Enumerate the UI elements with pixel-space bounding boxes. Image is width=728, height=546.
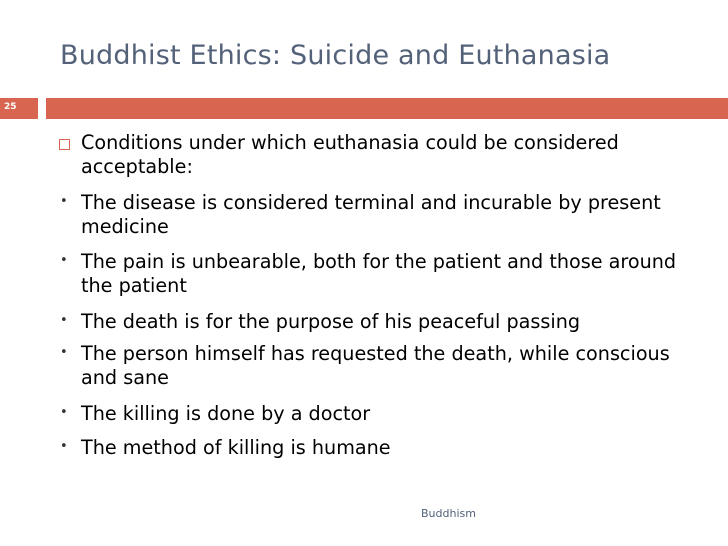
dot-bullet-icon: • (60, 345, 68, 360)
dot-bullet-icon: • (60, 405, 68, 420)
bullet-text: The killing is done by a doctor (81, 402, 371, 425)
dot-bullet-icon: • (60, 194, 68, 209)
bullet-text: Conditions under which euthanasia could be considered acceptable: (81, 131, 619, 178)
bullet-text: The method of killing is humane (81, 436, 391, 459)
square-bullet-icon (59, 139, 70, 150)
bullet-text: The death is for the purpose of his peaceful passing (81, 310, 581, 333)
slide-number: 25 (4, 102, 17, 112)
bullet-text: The pain is unbearable, both for the patient and those around the patient (81, 250, 677, 297)
dot-bullet-icon: • (60, 313, 68, 328)
dot-bullet-icon: • (60, 439, 68, 454)
slide-footer: Buddhism (421, 507, 476, 520)
bullet-text: The disease is considered terminal and incurable by present medicine (81, 191, 661, 238)
slide-number-bar (0, 98, 38, 119)
bullet-text: The person himself has requested the death, while conscious and sane (81, 342, 670, 389)
dot-bullet-icon: • (60, 253, 68, 268)
slide-title: Buddhist Ethics: Suicide and Euthanasia (60, 40, 611, 71)
title-divider-bar (46, 98, 728, 119)
